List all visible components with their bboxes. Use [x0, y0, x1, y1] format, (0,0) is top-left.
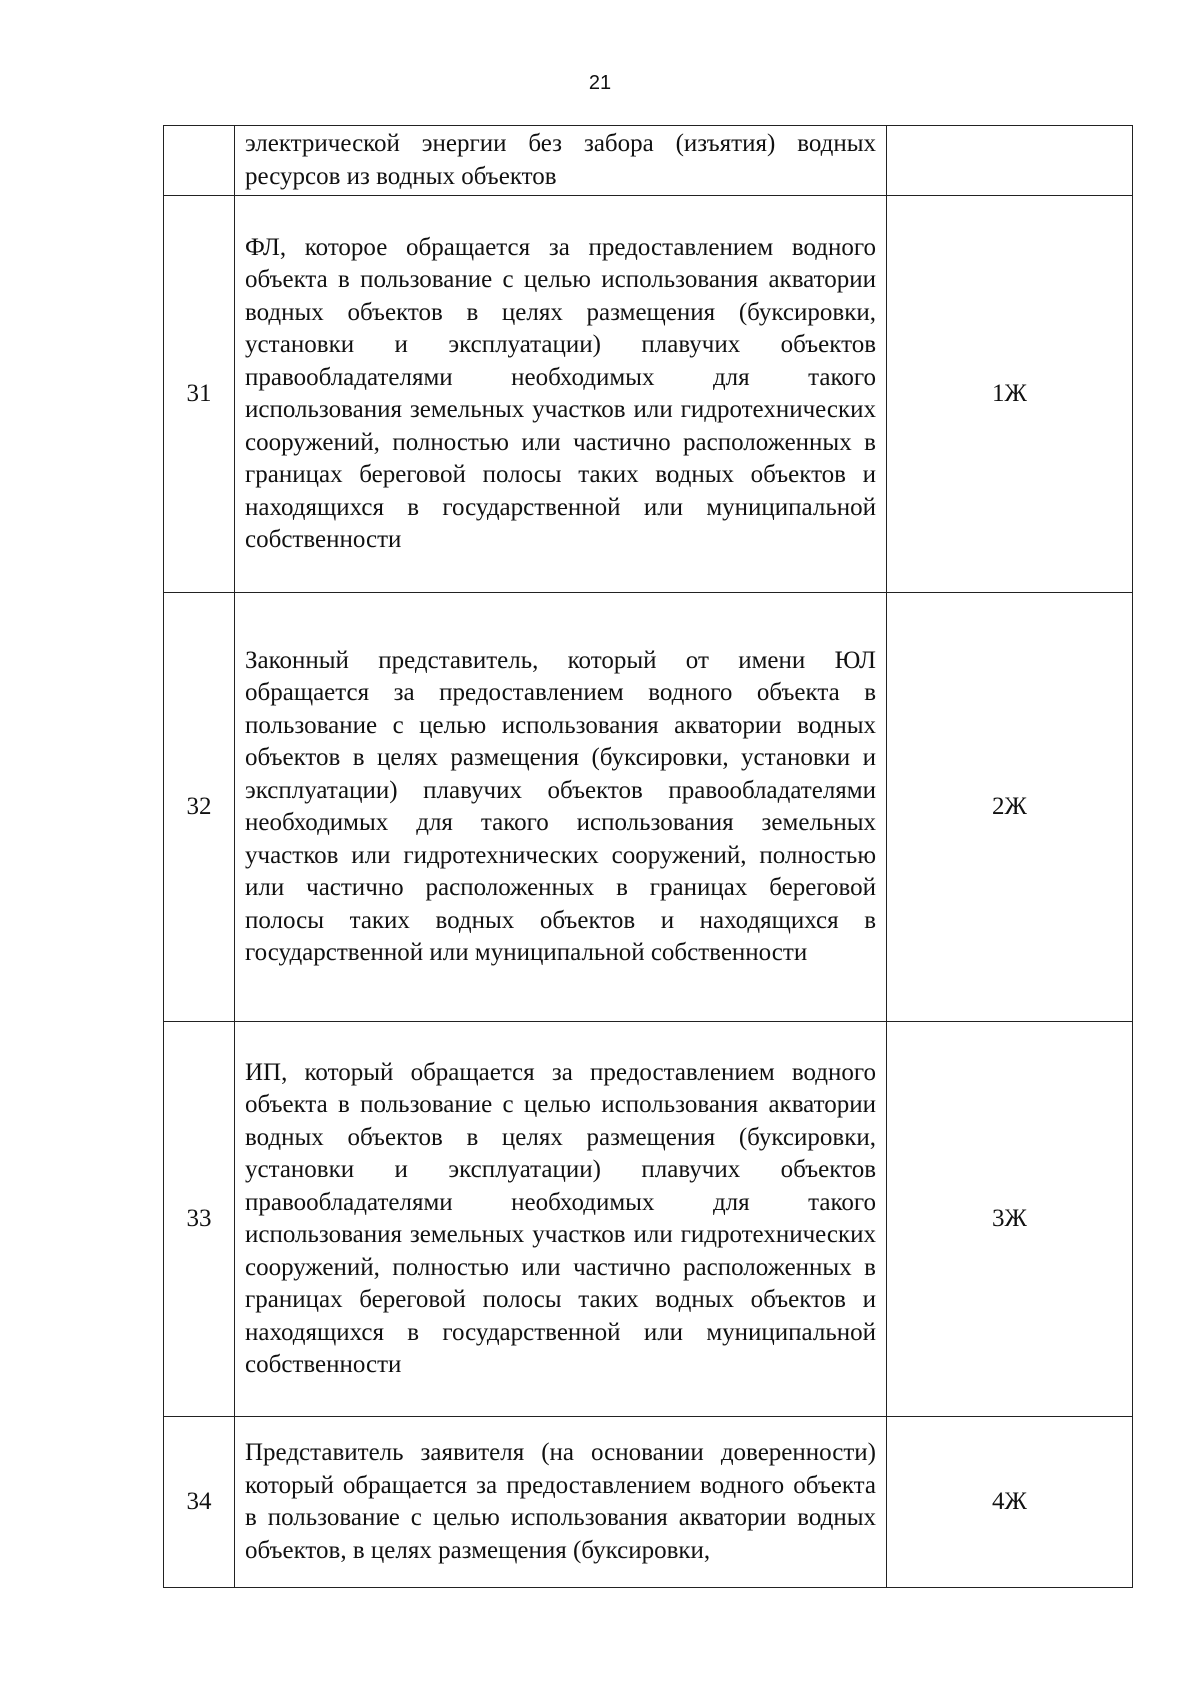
- row-number: 34: [164, 1417, 235, 1588]
- row-description: [235, 593, 887, 1022]
- row-number: [164, 126, 235, 196]
- row-number: 33: [164, 1022, 235, 1417]
- table-row: [164, 593, 1133, 1022]
- row-description-text: Представитель заявителя (на основании доверенности) который обращается за предоставлением водного объекта в пользование с целью использования акватории водных объектов, в целях размещения (буксировки,: [245, 1439, 876, 1564]
- row-description: [235, 1417, 887, 1588]
- page-number: 21: [588, 72, 612, 94]
- row-code: 3Ж: [887, 1022, 1133, 1417]
- row-description: [235, 126, 887, 196]
- table-row: [164, 126, 1133, 196]
- row-description: [235, 196, 887, 593]
- row-description: [235, 1022, 887, 1417]
- row-code: 2Ж: [887, 593, 1133, 1022]
- table-row: [164, 1417, 1133, 1588]
- row-number: 32: [164, 593, 235, 1022]
- applicant-table: [163, 125, 1133, 1588]
- row-code: 4Ж: [887, 1417, 1133, 1588]
- row-description-text: Законный представитель, который от имени ЮЛ обращается за предоставлением водного объекта в пользование с целью использования акватории водных объектов в целях размещения (буксировки, установки и эксплуатации) плавучих объектов правообладателями необходимых для такого использования земельных участков или гидротехнических сооружений, полностью или частично расположенных в границах береговой полосы таких водных объектов и находящихся в государственной или муниципальной собственности: [245, 646, 876, 966]
- row-code: [887, 126, 1133, 196]
- row-description-text: электрической энергии без забора (изъятия) водных ресурсов из водных объектов: [245, 130, 876, 190]
- row-description-text: ФЛ, которое обращается за предоставлением водного объекта в пользование с целью использования акватории водных объектов в целях размещения (буксировки, установки и эксплуатации) плавучих объектов правообладателями необходимых для такого использования земельных участков или гидротехнических сооружений, полностью или частично расположенных в границах береговой полосы таких водных объектов и находящихся в государственной или муниципальной собственности: [245, 233, 876, 553]
- row-code: 1Ж: [887, 196, 1133, 593]
- table-row: [164, 196, 1133, 593]
- row-number: 31: [164, 196, 235, 593]
- row-description-text: ИП, который обращается за предоставлением водного объекта в пользование с целью использования акватории водных объектов в целях размещения (буксировки, установки и эксплуатации) плавучих объектов правообладателями необходимых для такого использования земельных участков или гидротехнических сооружений, полностью или частично расположенных в границах береговой полосы таких водных объектов и находящихся в государственной или муниципальной собственности: [245, 1058, 876, 1378]
- table-row: [164, 1022, 1133, 1417]
